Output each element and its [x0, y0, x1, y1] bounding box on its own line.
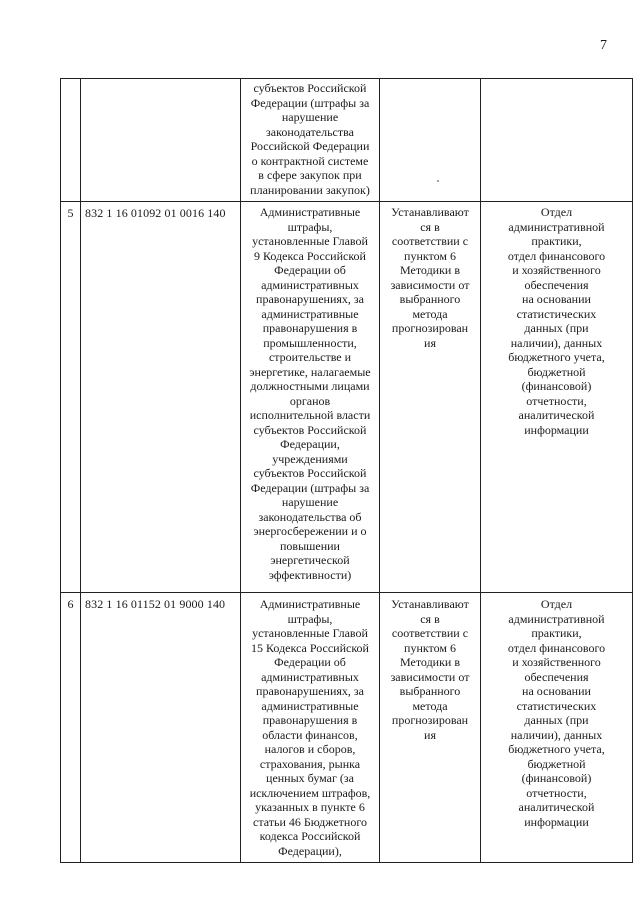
- cell-text-line: на основании: [522, 684, 591, 698]
- row-number-cell: 5: [61, 202, 81, 593]
- classification-code-cell: 832 1 16 01092 01 0016 140: [81, 202, 241, 593]
- cell-text-line: зависимости от: [390, 277, 470, 292]
- cell-text-line: кодекса Российской: [259, 829, 361, 843]
- cell-text-line: органов: [289, 393, 331, 408]
- cell-text-line: эффективности): [268, 567, 352, 582]
- cell-text-line: Федерации (штрафы за: [250, 480, 370, 495]
- cell-text-line: бюджетного учета,: [508, 742, 605, 756]
- cell-text-line: Федерации об: [274, 263, 346, 277]
- cell-text-line: соответствии с: [391, 234, 469, 248]
- revenue-name-cell: [241, 593, 380, 863]
- cell-text-line: законодательства об: [258, 509, 362, 524]
- cell-text-line: ценных бумаг (за: [266, 771, 354, 785]
- cell-text-line: штрафы,: [287, 219, 333, 234]
- cell-text-line: Административные: [259, 597, 361, 611]
- cell-text-line: субъектов Российской: [253, 81, 367, 95]
- cell-text-line: энергетике, налагаемые: [249, 364, 371, 379]
- cell-text-line: бюджетного учета,: [508, 350, 605, 364]
- forecast-method-cell: [380, 593, 481, 863]
- cell-text-line: и хозяйственного: [512, 655, 601, 669]
- cell-text-line: субъектов Российской: [253, 422, 367, 437]
- cell-text-line: метода: [412, 306, 448, 321]
- cell-text-line: Отдел: [540, 205, 573, 219]
- cell-text-line: (финансовой): [521, 771, 592, 785]
- cell-text-line: административной: [508, 611, 605, 626]
- cell-text-line: Административные: [259, 205, 361, 219]
- responsible-unit-cell: [481, 79, 633, 202]
- cell-text-line: Федерации),: [278, 843, 342, 858]
- cell-text-line: административных: [261, 277, 359, 292]
- cell-text-line: обеспечения: [524, 277, 589, 292]
- cell-text-line: административной: [508, 219, 605, 234]
- cell-text-line: правонарушения в: [262, 321, 358, 335]
- cell-text-line: области финансов,: [262, 727, 358, 742]
- cell-text-line: Российской Федерации: [250, 139, 370, 153]
- cell-text-line: ся в: [420, 611, 440, 626]
- cell-text-line: нарушение: [281, 110, 339, 124]
- cell-text-line: Отдел: [540, 597, 573, 611]
- cell-text-line: наличии), данных: [510, 335, 603, 350]
- cell-text-line: о контрактной системе: [251, 153, 369, 168]
- cell-text-line: административных: [261, 669, 359, 684]
- row-number-cell: [61, 79, 81, 202]
- page-number: 7: [600, 38, 607, 53]
- cell-text-line: отчетности,: [526, 393, 587, 408]
- cell-text-line: статистических: [516, 306, 597, 321]
- cell-text-line: учреждениями: [272, 451, 348, 466]
- cell-text-line: правонарушения в: [262, 713, 358, 727]
- cell-text-line: отдел финансового: [507, 248, 606, 263]
- cell-text-line: планировании закупок): [250, 182, 370, 197]
- cell-text-line: Федерации (штрафы за: [250, 95, 370, 110]
- cell-text-line: выбранного: [399, 684, 461, 698]
- cell-text-line: правонарушениях, за: [256, 684, 364, 698]
- cell-text-line: административные: [261, 698, 359, 713]
- cell-text-line: практики,: [531, 626, 582, 640]
- cell-text-line: прогнозирован: [391, 321, 469, 335]
- cell-text-line: 9 Кодекса Российской: [254, 248, 366, 263]
- cell-text-line: исключением штрафов,: [249, 785, 371, 800]
- cell-text-line: энергосбережении и о: [253, 524, 367, 538]
- row-number-cell: 6: [61, 593, 81, 863]
- cell-text-line: правонарушениях, за: [256, 292, 364, 306]
- cell-text-line: и хозяйственного: [512, 263, 601, 277]
- cell-text-line: пунктом 6: [404, 248, 456, 263]
- table-row-continued: [61, 79, 633, 202]
- revenue-table: [60, 78, 633, 863]
- cell-text-line: аналитической: [518, 800, 595, 814]
- cell-text-line: установленные Главой: [252, 234, 368, 248]
- cell-text-line: данных (при: [524, 713, 589, 727]
- cell-text-line: указанных в пункте 6: [255, 800, 365, 814]
- cell-text-line: отдел финансового: [507, 640, 606, 655]
- cell-text-line: практики,: [531, 234, 582, 248]
- cell-text-line: прогнозирован: [391, 713, 469, 727]
- forecast-method-cell: [380, 202, 481, 593]
- revenue-name-cell: [241, 79, 380, 202]
- cell-text-line: метода: [412, 698, 448, 713]
- cell-text-line: энергетической: [270, 553, 350, 567]
- cell-text-line: ся в: [420, 219, 440, 234]
- cell-text-line: информации: [524, 422, 589, 437]
- cell-text-line: административные: [261, 306, 359, 321]
- cell-text-line: ия: [424, 727, 436, 742]
- cell-text-line: на основании: [522, 292, 591, 306]
- cell-text-line: 15 Кодекса Российской: [251, 640, 369, 655]
- cell-text-line: информации: [524, 814, 589, 829]
- cell-text-line: выбранного: [399, 292, 461, 306]
- cell-text-line: штрафы,: [287, 611, 333, 626]
- forecast-method-cell: [380, 79, 481, 202]
- cell-text-line: исполнительной власти: [249, 408, 371, 422]
- cell-text-line: ия: [424, 335, 436, 350]
- cell-text-line: бюджетной: [527, 756, 586, 771]
- cell-text-line: строительстве и: [268, 350, 352, 364]
- cell-text-line: налогов и сборов,: [264, 742, 356, 756]
- cell-text-line: Федерации об: [274, 655, 346, 669]
- cell-text-line: статьи 46 Бюджетного: [253, 814, 367, 829]
- cell-text-line: зависимости от: [390, 669, 470, 684]
- classification-code-cell: 832 1 16 01152 01 9000 140: [81, 593, 241, 863]
- cell-text-line: статистических: [516, 698, 597, 713]
- cell-text-line: Методики в: [399, 263, 461, 277]
- responsible-unit-cell: [481, 593, 633, 863]
- cell-text-line: должностными лицами: [250, 379, 370, 393]
- cell-text-line: (финансовой): [521, 379, 592, 393]
- table-row-6: [61, 593, 633, 863]
- revenue-name-cell: [241, 202, 380, 593]
- scan-speck: [437, 180, 439, 182]
- cell-text-line: данных (при: [524, 321, 589, 335]
- cell-text-line: Устанавливают: [391, 205, 469, 219]
- cell-text-line: Методики в: [399, 655, 461, 669]
- cell-text-line: повышении: [280, 538, 340, 553]
- cell-text-line: Федерации,: [280, 437, 340, 451]
- cell-text-line: Устанавливают: [391, 597, 469, 611]
- cell-text-line: аналитической: [518, 408, 595, 422]
- cell-text-line: нарушение: [281, 495, 339, 509]
- cell-text-line: пунктом 6: [404, 640, 456, 655]
- cell-text-line: соответствии с: [391, 626, 469, 640]
- cell-text-line: обеспечения: [524, 669, 589, 684]
- classification-code-cell: [81, 79, 241, 202]
- cell-text-line: установленные Главой: [252, 626, 368, 640]
- cell-text-line: в сфере закупок при: [258, 168, 362, 182]
- cell-text-line: наличии), данных: [510, 727, 603, 742]
- cell-text-line: страхования, рынка: [259, 756, 361, 771]
- cell-text-line: отчетности,: [526, 785, 587, 800]
- responsible-unit-cell: [481, 202, 633, 593]
- cell-text-line: законодательства: [266, 124, 354, 139]
- table-row-5: [61, 202, 633, 593]
- cell-text-line: промышленности,: [263, 335, 357, 350]
- cell-text-line: субъектов Российской: [253, 466, 367, 480]
- cell-text-line: бюджетной: [527, 364, 586, 379]
